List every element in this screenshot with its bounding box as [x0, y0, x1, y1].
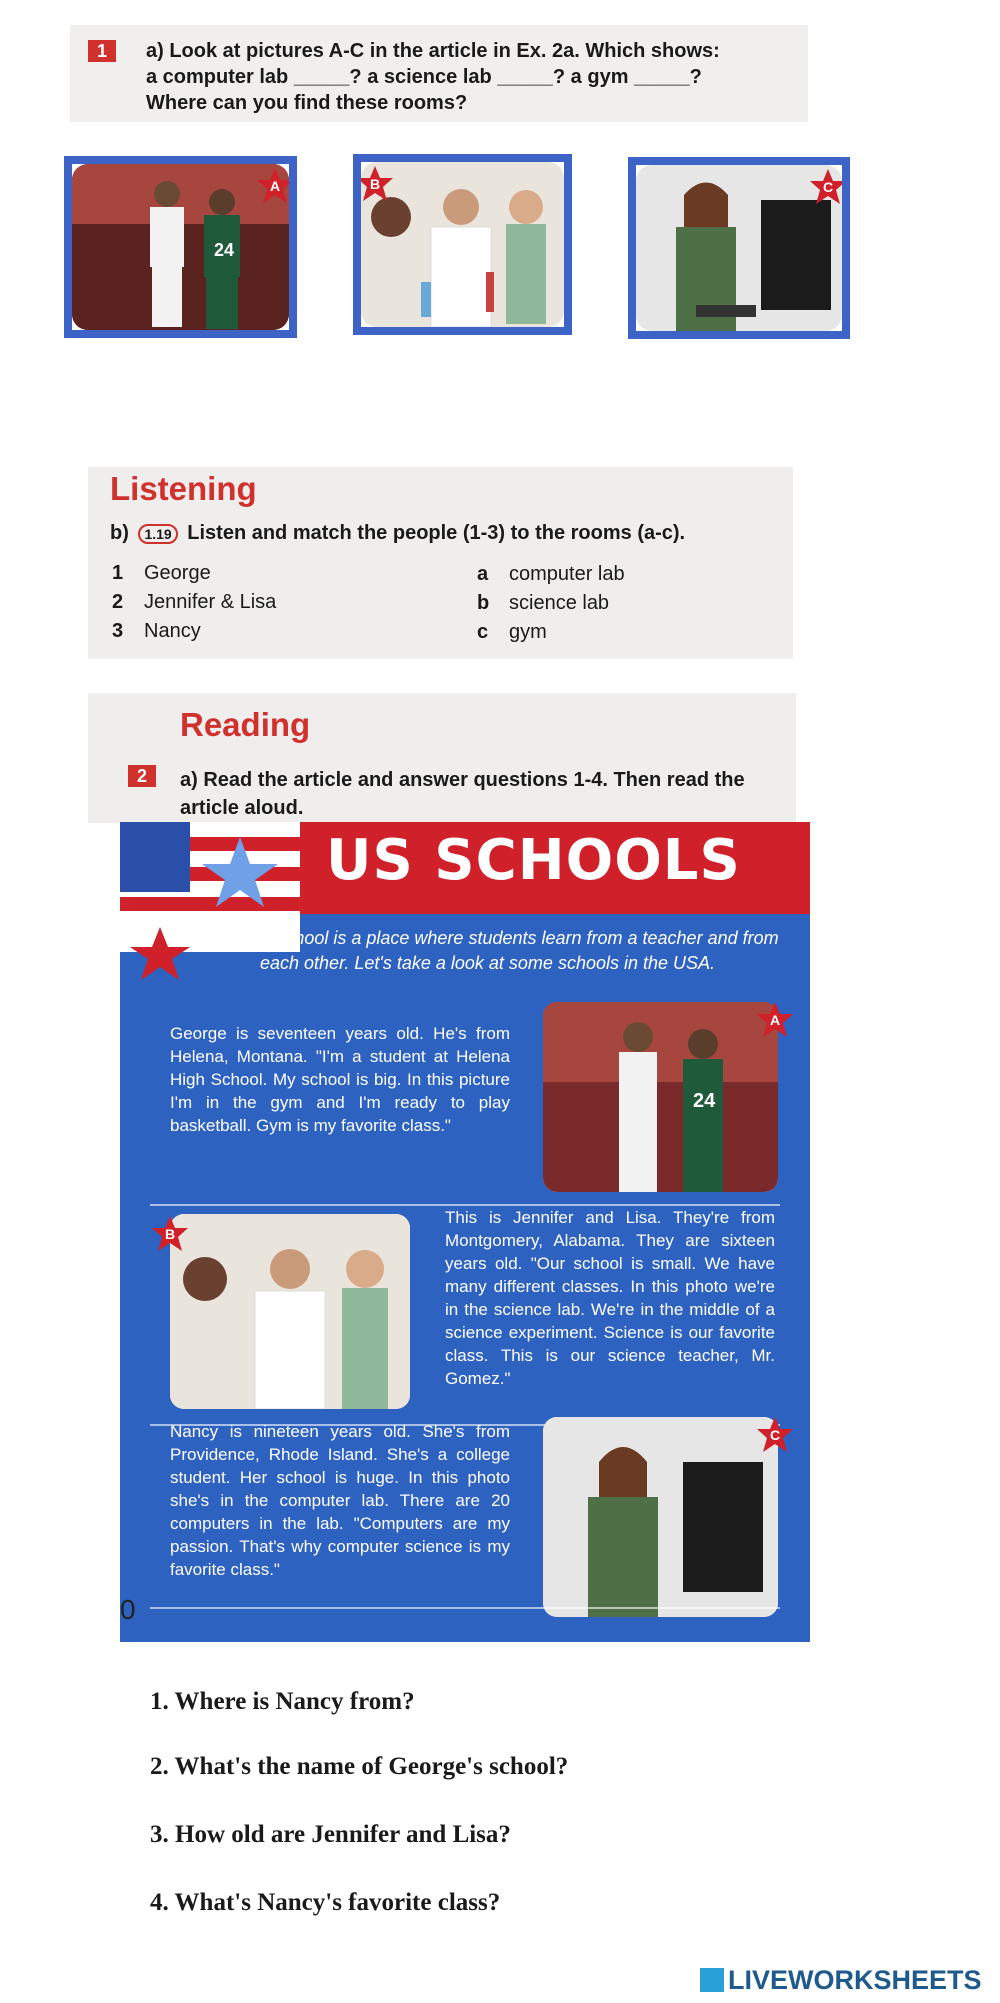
- svg-text:24: 24: [693, 1090, 716, 1112]
- person-3: 3 Nancy: [112, 620, 201, 642]
- reading-title: Reading: [180, 706, 311, 743]
- article-star-c: C: [755, 1415, 795, 1455]
- article-photo-a: [543, 1002, 778, 1192]
- article-computer-illustration: [543, 1417, 778, 1617]
- instruction-line: Where can you find these rooms?: [146, 92, 468, 114]
- paragraph-george: George is seventeen years old. He's from Helena, Montana. "I'm a student at Helena High School. My school is big. In this picture I'm in the gym and I'm ready to play basketball. Gym is my favorite class.": [170, 1024, 510, 1135]
- liveworksheets-logo[interactable]: LIVEWORKSHEETS: [700, 1965, 982, 1996]
- question-3: 3. How old are Jennifer and Lisa?: [150, 1821, 511, 1848]
- instruction-line: a computer lab _____? a science lab _____? a gym _____?: [146, 66, 702, 88]
- star-label-a: A: [255, 166, 295, 206]
- exercise-number-badge: 2: [128, 765, 156, 787]
- photo-a: [64, 156, 297, 338]
- question-4: 4. What's Nancy's favorite class?: [150, 1889, 501, 1916]
- article-photo-b: [170, 1214, 410, 1409]
- divider: [150, 1607, 780, 1609]
- photo-b: [353, 154, 572, 335]
- article-lab-illustration: [170, 1214, 410, 1409]
- instruction-line: a) Read the article and answer questions 1-4. Then read the: [180, 769, 745, 791]
- article-star-a: A: [755, 1000, 795, 1040]
- article-photo-c: [543, 1417, 778, 1617]
- article-intro: A school is a place where students learn from a teacher and from each other. Let's take a look at some schools in the USA.: [260, 928, 779, 973]
- listening-text: Listen and match the people (1-3) to the rooms (a-c).: [187, 522, 686, 544]
- person-1: 1 George: [112, 562, 211, 584]
- article-page: [120, 822, 810, 1642]
- room-b: b science lab: [477, 592, 610, 614]
- exercise1-instructions: [146, 38, 806, 116]
- star-label-b: B: [355, 164, 395, 204]
- room-a: a computer lab: [477, 563, 625, 585]
- reading-instructions: [180, 766, 745, 822]
- listening-title: Listening: [110, 470, 257, 507]
- question-1: 1. Where is Nancy from?: [150, 1688, 415, 1715]
- listening-prefix: b): [110, 522, 129, 544]
- person-2: 2 Jennifer & Lisa: [112, 591, 277, 613]
- audio-track-icon[interactable]: [138, 524, 177, 544]
- article-gym-illustration: [543, 1002, 778, 1192]
- page-number: 0: [120, 1594, 136, 1625]
- logo-icon: [700, 1968, 724, 1992]
- room-c: c gym: [477, 621, 547, 643]
- paragraph-jennifer-lisa: This is Jennifer and Lisa. They're from Montgomery, Alabama. They are sixteen years old. "Our school is small. We have many different classes. In this photo we're in the science lab. We're in the middle of a science experiment. Science is our favorite class. This is our science teacher, Mr. Gomez.": [445, 1208, 775, 1388]
- svg-text:24: 24: [214, 240, 235, 260]
- question-2: 2. What's the name of George's school?: [150, 1753, 569, 1780]
- star-label-c: C: [808, 167, 848, 207]
- paragraph-nancy: Nancy is nineteen years old. She's from Providence, Rhode Island. She's a college student. Her school is huge. In this photo she's in the computer lab. There are 20 computers in the lab. "Computers are my passion. That's why computer science is my favorite class.": [170, 1422, 510, 1579]
- photo-c: [628, 157, 850, 339]
- instruction-line: a) Look at pictures A-C in the article in Ex. 2a. Which shows:: [146, 40, 720, 62]
- article-star-b: B: [150, 1214, 190, 1254]
- audio-track-number: 1.19: [144, 526, 172, 542]
- listening-instruction: [110, 522, 685, 545]
- exercise-number-badge: 1: [88, 40, 116, 62]
- article-title: US SCHOOLS: [326, 828, 741, 893]
- instruction-line: article aloud.: [180, 797, 304, 819]
